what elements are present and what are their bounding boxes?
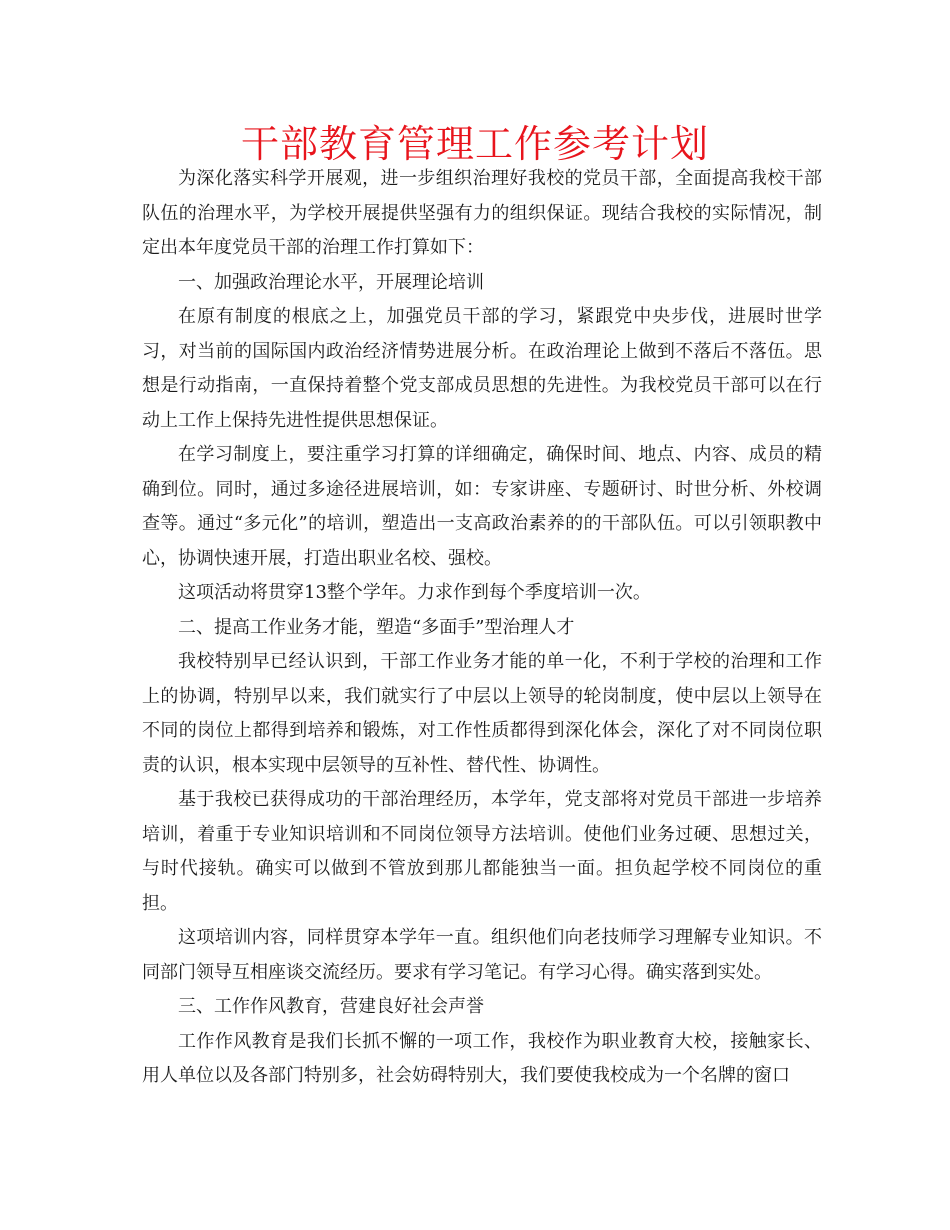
section-heading-2: 二、提高工作业务才能，塑造“多面手”型治理人才 — [178, 616, 575, 638]
section-heading-3: 三、工作作风教育，营建良好社会声誉 — [178, 996, 484, 1017]
paragraph: 这项培训内容，同样贯穿本学年一直。组织他们向老技师学习理解专业知识。不同部门领导互相座谈交流经历。要求有学习笔记。有学习心得。确实落到实处。 — [142, 927, 822, 983]
document-body — [142, 162, 822, 1094]
document-title: 干部教育管理工作参考计划 — [240, 122, 709, 166]
paragraph: 基于我校已获得成功的干部治理经历，本学年，党支部将对党员干部进一步培养培训，着重于专业知识培训和不同岗位领导方法培训。使他们业务过硬、思想过关，与时代接轨。确实可以做到不管放到那儿都能独当一面。担负起学校不同岗位的重担。 — [142, 789, 822, 914]
paragraph: 这项活动将贯穿13整个学年。力求作到每个季度培训一次。 — [178, 582, 651, 603]
paragraph: 在学习制度上，要注重学习打算的详细确定，确保时间、地点、内容、成员的精确到位。同时，通过多途径进展培训，如：专家讲座、专题研讨、时世分析、外校调查等。通过“多元化”的培训，塑造出一支高政治素养的的干部队伍。可以引领职教中心，协调快速开展，打造出职业名校、强校。 — [142, 444, 822, 569]
paragraph: 我校特别早已经认识到，干部工作业务才能的单一化，不利于学校的治理和工作上的协调，特别早以来，我们就实行了中层以上领导的轮岗制度，使中层以上领导在不同的岗位上都得到培养和锻炼，对工作性质都得到深化体会，深化了对不同岗位职责的认识，根本实现中层领导的互补性、替代性、协调性。 — [142, 651, 822, 776]
paragraph: 工作作风教育是我们长抓不懈的一项工作，我校作为职业教育大校，接触家长、用人单位以及各部门特别多，社会妨碍特别大，我们要使我校成为一个名牌的窗口 — [142, 1030, 822, 1086]
paragraph-intro: 为深化落实科学开展观，进一步组织治理好我校的党员干部，全面提高我校干部队伍的治理水平，为学校开展提供坚强有力的组织保证。现结合我校的实际情况，制定出本年度党员干部的治理工作打算如下： — [142, 168, 822, 258]
section-heading-1: 一、加强政治理论水平，开展理论培训 — [178, 271, 484, 293]
paragraph: 在原有制度的根底之上，加强党员干部的学习，紧跟党中央步伐，进展时世学习，对当前的国际国内政治经济情势进展分析。在政治理论上做到不落后不落伍。思想是行动指南，一直保持着整个党支部成员思想的先进性。为我校党员干部可以在行动上工作上保持先进性提供思想保证。 — [142, 306, 822, 431]
